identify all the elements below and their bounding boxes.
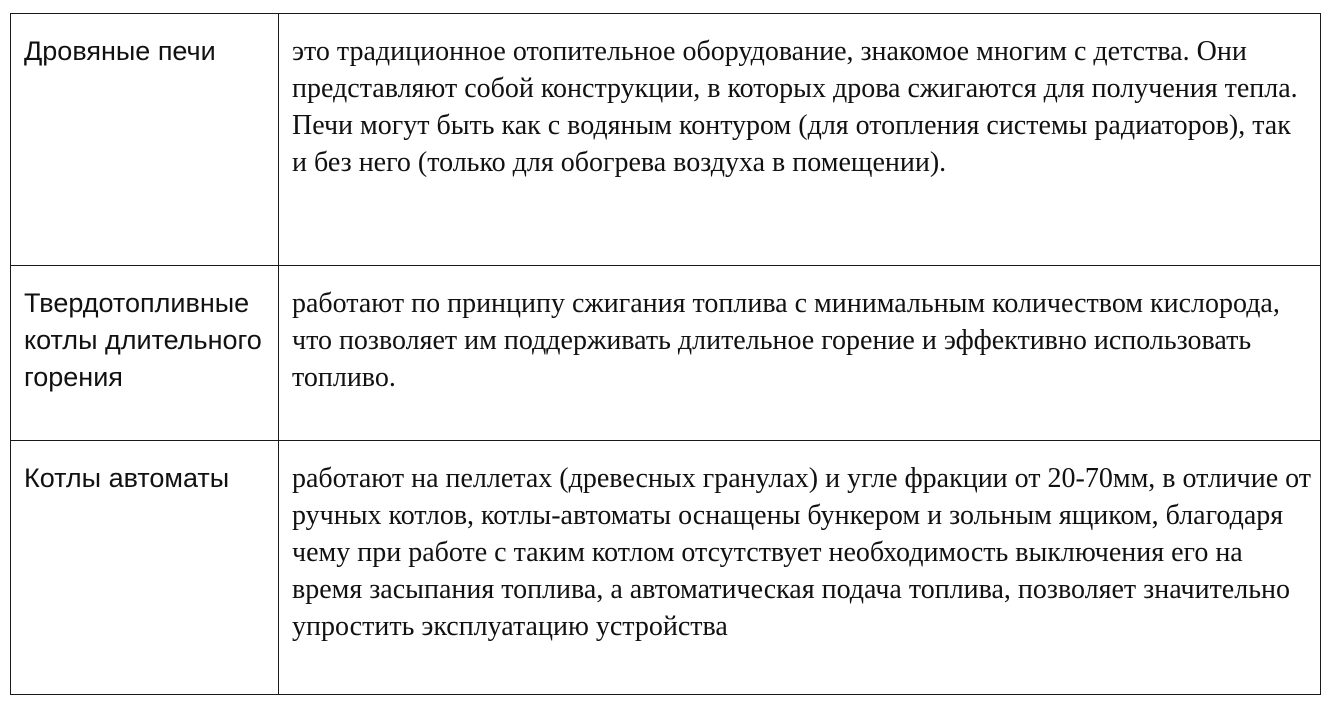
description-cell: работают по принципу сжигания топлива с минимальным количеством кислорода, что позволяет им поддерживать длительное горение и эффективно использовать топливо. bbox=[279, 266, 1321, 441]
table-row bbox=[11, 441, 1321, 695]
description-cell: работают на пеллетах (древесных гранулах) и угле фракции от 20-70мм, в отличие от ручных котлов, котлы-автоматы оснащены бункером и зольным ящиком, благодаря чему при работе с таким котлом отсутствует необходимость выключения его на время засыпания топлива, а автоматическая подача топлива, позволяет значительно упростить эксплуатацию устройства bbox=[279, 441, 1321, 695]
term-cell: Твердотопливные котлы длительного горения bbox=[11, 266, 279, 441]
table-row bbox=[11, 266, 1321, 441]
table-row bbox=[11, 14, 1321, 266]
description-cell: это традиционное отопительное оборудование, знакомое многим с детства. Они представляют собой конструкции, в которых дрова сжигаются для получения тепла. Печи могут быть как с водяным контуром (для отопления системы радиаторов), так и без него (только для обогрева воздуха в помещении). bbox=[279, 14, 1321, 266]
term-cell: Котлы автоматы bbox=[11, 441, 279, 695]
term-cell: Дровяные печи bbox=[11, 14, 279, 266]
heating-equipment-table bbox=[10, 13, 1321, 695]
table-body bbox=[11, 14, 1321, 695]
